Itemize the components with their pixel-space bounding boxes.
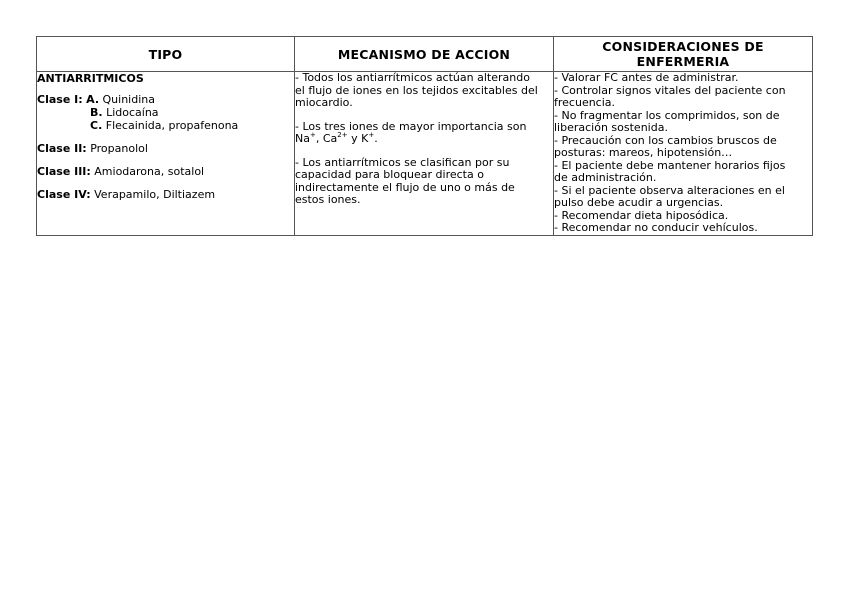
mecanismo-paragraph-3 xyxy=(295,157,553,207)
clase-2-drugs: Propanolol xyxy=(90,142,148,155)
clase-1 xyxy=(37,93,294,132)
text-line: - No fragmentar los comprimidos, son de xyxy=(554,108,780,122)
period: . xyxy=(374,132,378,145)
text-line: - Los tres iones de mayor importancia son xyxy=(295,119,527,133)
text-line: de administración. xyxy=(554,171,657,184)
clase-1-a-letter: A. xyxy=(86,93,100,106)
consideraciones-cell xyxy=(554,72,813,236)
ion-list xyxy=(295,133,553,146)
clase-1-b-letter: B. xyxy=(90,106,103,119)
content-row xyxy=(37,72,813,236)
text-line: indirectamente el flujo de uno o más de xyxy=(295,180,515,194)
header-mecanismo: MECANISMO DE ACCION xyxy=(295,37,554,72)
clase-1-b-drug: Lidocaína xyxy=(106,106,159,119)
ion-na: Na xyxy=(295,132,310,145)
text-line: capacidad para bloquear directa o xyxy=(295,168,484,181)
separator: , xyxy=(315,132,323,145)
drug-table xyxy=(36,36,813,236)
ion-k-charge: + xyxy=(368,131,375,139)
clase-1-a-drug: Quinidina xyxy=(102,93,155,106)
clase-2-label: Clase II: xyxy=(37,142,87,155)
text-line: - El paciente debe mantener horarios fijos xyxy=(554,158,786,172)
text-line: liberación sostenida. xyxy=(554,121,668,134)
text-line: pulso debe acudir a urgencias. xyxy=(554,196,724,209)
text-line: posturas: mareos, hipotensión… xyxy=(554,146,733,159)
text-line: - Controlar signos vitales del paciente con xyxy=(554,83,786,97)
header-consideraciones: CONSIDERACIONES DE ENFERMERIA xyxy=(554,37,813,72)
clase-1-c-letter: C. xyxy=(90,119,103,132)
clase-3 xyxy=(37,165,294,178)
text-line: estos iones. xyxy=(295,193,361,206)
text-line: - Recomendar no conducir vehículos. xyxy=(554,221,758,234)
category-title: ANTIARRITMICOS xyxy=(37,72,144,85)
tipo-cell xyxy=(37,72,295,236)
clase-3-label: Clase III: xyxy=(37,165,91,178)
text-line: miocardio. xyxy=(295,96,353,109)
clase-3-drugs: Amiodarona, sotalol xyxy=(94,165,205,178)
mecanismo-cell xyxy=(295,72,554,236)
clase-1-c-drug: Flecainida, propafenona xyxy=(105,119,239,132)
text-line: frecuencia. xyxy=(554,96,616,109)
clase-4-drugs: Verapamilo, Diltiazem xyxy=(94,188,216,201)
clase-1-label: Clase I: xyxy=(37,93,83,106)
clase-4 xyxy=(37,188,294,201)
ion-k: K xyxy=(361,132,369,145)
clase-2 xyxy=(37,142,294,155)
clase-4-label: Clase IV: xyxy=(37,188,91,201)
ion-ca: Ca xyxy=(322,132,338,145)
text-line: - Valorar FC antes de administrar. xyxy=(554,71,739,84)
text-line: - Recomendar dieta hiposódica. xyxy=(554,208,729,222)
separator: y xyxy=(347,132,362,145)
mecanismo-paragraph-1 xyxy=(295,72,553,110)
text-line: - Los antiarrítmicos se clasifican por su xyxy=(295,155,510,169)
mecanismo-paragraph-2 xyxy=(295,121,553,146)
ion-na-charge: + xyxy=(309,131,316,139)
text-line: - Precaución con los cambios bruscos de xyxy=(554,133,777,147)
header-row xyxy=(37,37,813,72)
header-tipo: TIPO xyxy=(37,37,295,72)
ion-ca-charge: 2+ xyxy=(337,131,348,139)
text-line: el flujo de iones en los tejidos excitables del xyxy=(295,83,538,97)
text-line: - Si el paciente observa alteraciones en el xyxy=(554,183,785,197)
text-line: - Todos los antiarrítmicos actúan alterando xyxy=(295,71,530,84)
